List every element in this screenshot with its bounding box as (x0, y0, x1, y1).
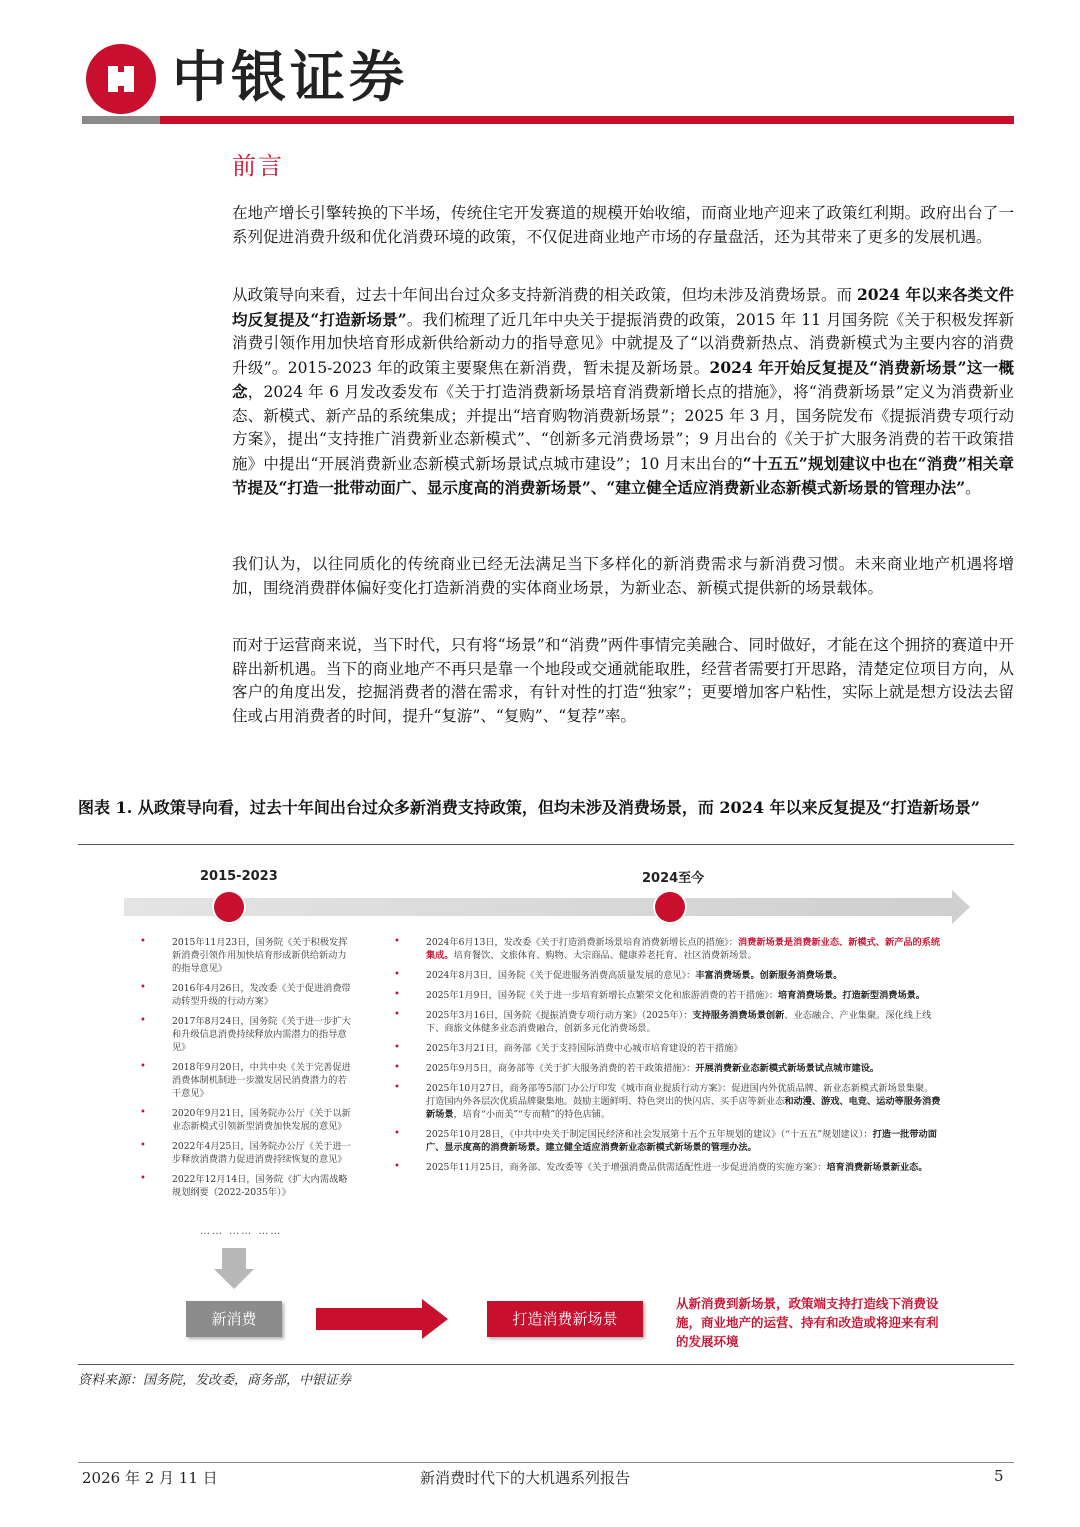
timeline-bar (124, 898, 954, 916)
paragraph-3: 我们认为，以往同质化的传统商业已经无法满足当下多样化的新消费需求与新消费习惯。未来商业地产机遇将增加，围绕消费群体偏好变化打造新消费的实体商业场景，为新业态、新模式提供新的场景载体。 (232, 555, 1014, 597)
list-ellipsis: …… …… …… (200, 1226, 283, 1237)
timeline-dot-right (655, 892, 685, 922)
box-new-scenes: 打造消费新场景 (487, 1301, 643, 1337)
policy-item-text: 2022年12月14日，国务院《扩大内需战略规划纲要（2022-2035年）》 (172, 1174, 348, 1198)
p2-part-f: “十五五”规划建议中也在“消费”相关章节提及“打造一批带动面广、显示度高的消费新场景”、“建立健全适应消费新业态新模式新场景的管理办法” (232, 453, 1014, 497)
bullet-icon: • (140, 1015, 146, 1026)
policy-item-text: 2025年3月16日，国务院《提振消费专项行动方案》（2025年）： (426, 1010, 693, 1021)
policy-item-text: 2025年1月9日，国务院《关于进一步培育新增长点繁荣文化和旅游消费的若干措施》： (426, 990, 779, 1001)
policy-item-right (394, 1082, 942, 1121)
policy-item-text: 2024年6月13日，发改委《关于打造消费新场景培育消费新增长点的措施》： (426, 937, 738, 948)
policy-item-text: 2025年9月5日，商务部等《关于扩大服务消费的若干政策措施》： (426, 1063, 696, 1074)
bullet-icon: • (394, 989, 400, 1000)
bullet-icon: • (140, 1107, 146, 1118)
section-title: 前言 (232, 152, 284, 180)
p2-part-c: 。我们梳理了近几年中央关于提振消费的政策，2015 年 11 月国务院《关于积极发挥新消费引领作用加快培育形成新供给新动力的指导意见》中就提及了“以消费新热点、消费新模式为主要内容的消费升级”。2015-2023 年的政策主要聚焦在新消费，暂未提及新场景。 (232, 310, 1014, 377)
p2-part-g: 。 (965, 479, 981, 497)
brand-logo-hole (114, 72, 128, 86)
policy-item-left (140, 1140, 352, 1166)
policy-item-left (140, 1107, 352, 1133)
p2-part-d: 2024 年开始反复提及“消费新场景”这一概念 (232, 357, 1015, 401)
bullet-icon: • (394, 1062, 400, 1073)
paragraph-1: 在地产增长引擎转换的下半场，传统住宅开发赛道的规模开始收缩，而商业地产迎来了政策红利期。政府出台了一系列促进消费升级和优化消费环境的政策，不仅促进商业地产市场的存量盘活，还为其带来了更多的发展机遇。 (232, 204, 1014, 246)
policy-item-right (394, 936, 942, 962)
paragraph-2 (232, 283, 1014, 501)
policy-item-right (394, 969, 942, 982)
policy-item-text: 2022年4月25日，国务院办公厅《关于进一步释放消费潜力促进消费持续恢复的意见》 (172, 1141, 351, 1165)
right-arrow (316, 1308, 424, 1330)
bullet-icon: • (394, 1161, 400, 1172)
policy-item-right (394, 1062, 942, 1075)
footer-rule (78, 1462, 1014, 1463)
policy-item-highlight: 支持服务消费场景创新 (692, 1010, 785, 1021)
figure-rule-bottom (78, 1364, 1014, 1365)
policy-item-tail: 培育餐饮、文旅体育、购物、大宗商品、健康养老托育、社区消费新场景。 (453, 950, 757, 961)
brand-name: 中银证券 (172, 44, 409, 109)
bullet-icon: • (394, 969, 400, 980)
policy-item-highlight: 丰富消费场景。创新服务消费场景。 (695, 970, 843, 981)
policy-item-text: 2025年10月27日，商务部等5部门办公厅印发《城市商业提质行动方案》：促进国内外优质品牌、新业态新模式新场景集聚。打造国内外各层次优质品牌聚集地。鼓励主题鲜明、特色突出的快闪店、买手店等新业态 (426, 1083, 934, 1107)
policy-item-text: 2025年11月25日，商务部、发改委等《关于增强消费品供需适配性进一步促进消费的实施方案》： (426, 1162, 827, 1173)
policy-item-tail: 、业态融合、产业集聚。深化线上线下、商旅文体健多业态消费融合，创新多元化消费场景。 (426, 1010, 932, 1034)
policy-item-highlight: 打造一批带动面广、显示度高的消费新场景。建立健全适应消费新业态新模式新场景的管理办法。 (426, 1129, 937, 1153)
bullet-icon: • (140, 982, 146, 993)
policy-item-highlight: 培育消费场景。打造新型消费场景。 (778, 990, 926, 1001)
source-note: 资料来源：国务院，发改委，商务部，中银证券 (78, 1373, 352, 1388)
bullet-icon: • (394, 1128, 400, 1139)
timeline-arrowhead (952, 890, 970, 924)
bullet-icon: • (140, 1061, 146, 1072)
header-rule-grey (82, 116, 160, 124)
policy-item-right (394, 1009, 942, 1035)
header-rule-red (160, 116, 1014, 124)
policy-item-text: 2025年3月21日，商务部《关于支持国际消费中心城市培育建设的若干措施》 (426, 1043, 743, 1054)
bullet-icon: • (140, 1140, 146, 1151)
policy-item-right (394, 1042, 942, 1055)
policy-item-text: 2016年4月26日，发改委《关于促进消费带动转型升级的行动方案》 (172, 983, 351, 1007)
policy-item-left (140, 1173, 352, 1199)
policy-list-2024-now (394, 936, 942, 1181)
policy-item-left (140, 1015, 352, 1054)
policy-item-left (140, 982, 352, 1008)
bullet-icon: • (394, 1042, 400, 1053)
p2-part-b: 2024 年以来各类文件均反复提及“打造新场景” (232, 285, 1014, 329)
policy-item-text: 2017年8月24日，国务院《关于进一步扩大和升级信息消费持续释放内需潜力的指导意见》 (172, 1016, 351, 1053)
bullet-icon: • (394, 1082, 400, 1093)
policy-item-highlight: 培育消费新场景新业态。 (826, 1162, 928, 1173)
policy-list-2015-2023 (140, 936, 352, 1206)
policy-item-text: 2024年8月3日，国务院《关于促进服务消费高质量发展的意见》： (426, 970, 696, 981)
paragraph-4: 而对于运营商来说，当下时代，只有将“场景”和“消费”两件事情完美融合、同时做好，才能在这个拥挤的赛道中开辟出新机遇。当下的商业地产不再只是靠一个地段或交通就能取胜，经营者需要打开思路，清楚定位项目方向，从客户的角度出发，挖掘消费者的潜在需求，有针对性的打造“独家”；更要增加客户粘性，实际上就是想方设法去留住或占用消费者的时间，提升“复游”、“复购”、“复荐”率。 (232, 636, 1014, 725)
figure-title: 图表 1. 从政策导向看，过去十年间出台过众多新消费支持政策，但均未涉及消费场景，而 2024 年以来反复提及“打造新场景” (78, 798, 980, 817)
policy-item-right (394, 1128, 942, 1154)
policy-item-text: 2018年9月20日，中共中央《关于完善促进消费体制机制进一步激发居民消费潜力的若干意见》 (172, 1062, 351, 1099)
era-label-right: 2024至今 (642, 871, 705, 886)
bullet-icon: • (394, 936, 400, 947)
policy-item-text: 2020年9月21日，国务院办公厅《关于以新业态新模式引领新型消费加快发展的意见》 (172, 1108, 351, 1132)
page-number: 5 (994, 1467, 1004, 1485)
policy-item-highlight: 开展消费新业态新模式新场景试点城市建设。 (695, 1063, 880, 1074)
footer-report-title: 新消费时代下的大机遇系列报告 (420, 1469, 631, 1487)
policy-item-right (394, 1161, 942, 1174)
policy-item-tail: ，培育“小而美”“专而精”的特色店铺。 (453, 1109, 611, 1120)
down-arrow (222, 1248, 246, 1270)
figure-rule-top (78, 844, 1014, 845)
timeline-dot-left (214, 892, 244, 922)
policy-item-left (140, 1061, 352, 1100)
policy-item-text: 2025年10月28日，《中共中央关于制定国民经济和社会发展第十五个五年规划的建议》（“十五五”规划建议）： (426, 1129, 873, 1140)
bullet-icon: • (394, 1009, 400, 1020)
policy-item-right (394, 989, 942, 1002)
figure-conclusion: 从新消费到新场景，政策端支持打造线下消费设施，商业地产的运营、持有和改造或将迎来有利的发展环境 (676, 1296, 939, 1349)
right-arrow-head (422, 1299, 448, 1339)
policy-item-highlight: 和动漫、游戏、电竞、运动等服务消费新场景 (426, 1096, 941, 1120)
down-arrow-head (214, 1269, 254, 1289)
bullet-icon: • (140, 936, 146, 947)
policy-item-text: 2015年11月23日，国务院《关于积极发挥新消费引领作用加快培育形成新供给新动力的指导意见》 (172, 937, 348, 974)
p2-part-a: 从政策导向来看，过去十年间出台过众多支持新消费的相关政策，但均未涉及消费场景。而 (232, 286, 857, 304)
box-new-consumption: 新消费 (186, 1301, 282, 1337)
p2-part-e: ，2024 年 6 月发改委发布《关于打造消费新场景培育消费新增长点的措施》，将“消费新场景”定义为消费新业态、新模式、新产品的系统集成；并提出“培育购物消费新场景”；2025 年 3 月，国务院发布《提振消费专项行动方案》，提出“支持推广消费新业态新模式”、“创新多元消费场景”；9 月出台的《关于扩大服务消费的若干政策措施》中提出“开展消费新业态新模式新场景试点城市建设”；10 月末出台的 (232, 383, 1014, 473)
bullet-icon: • (140, 1173, 146, 1184)
era-label-left: 2015-2023 (200, 869, 278, 884)
footer-date: 2026 年 2 月 11 日 (82, 1469, 218, 1487)
policy-item-highlight: 消费新场景是消费新业态、新模式、新产品的系统集成。 (426, 937, 941, 961)
policy-item-left (140, 936, 352, 975)
